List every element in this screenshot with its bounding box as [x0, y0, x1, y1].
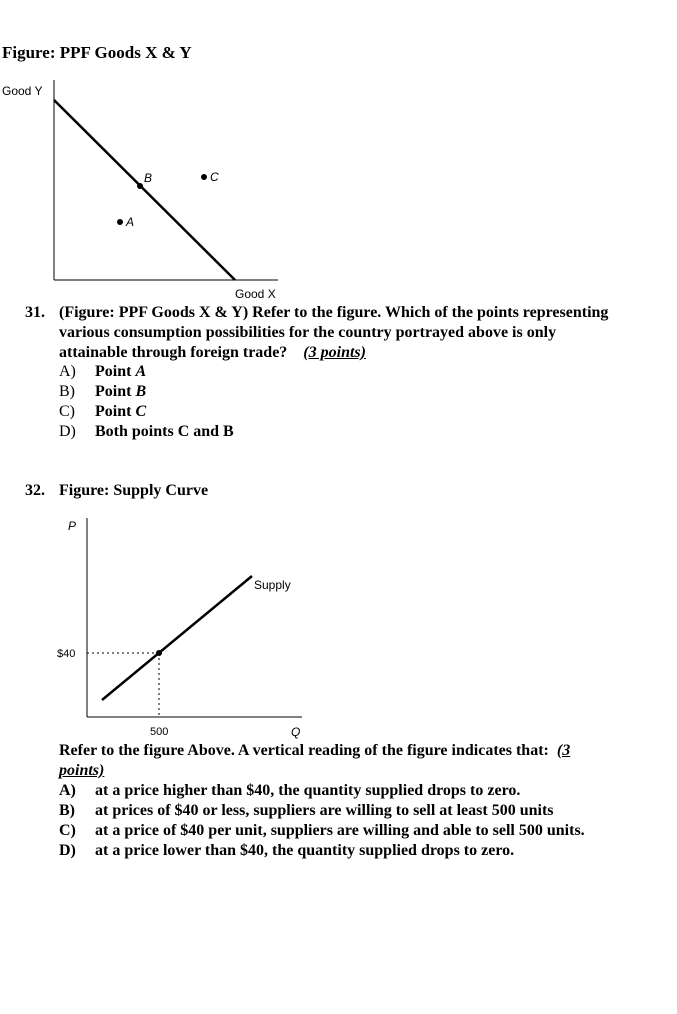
question-31-line: attainable through foreign trade? [59, 344, 288, 361]
option-letter: C) [59, 403, 75, 420]
ppf-label-c: C [210, 170, 219, 184]
option-text: Both points C and B [95, 423, 234, 440]
option-text: Point [95, 403, 136, 420]
option-letter: B) [59, 802, 75, 819]
option-d[interactable] [59, 841, 585, 861]
ppf-point-a [117, 219, 123, 225]
option-emph: B [135, 383, 147, 400]
question-31-options [59, 362, 234, 442]
ppf-y-label: Good Y [2, 84, 43, 98]
ppf-curve [54, 100, 235, 280]
question-32-points-cont: points) [59, 762, 105, 779]
option-text: at a price lower than $40, the quantity supplied drops to zero. [95, 842, 515, 859]
question-31-line: (Figure: PPF Goods X & Y) Refer to the figure. Which of the points representing [59, 304, 609, 321]
question-32-text [59, 741, 659, 781]
quantity-tick-label: 500 [150, 726, 169, 738]
question-31-text [59, 303, 675, 363]
price-tick-label: $40 [57, 648, 76, 660]
question-31-points: (3 points) [303, 344, 366, 361]
supply-figure [40, 510, 340, 740]
question-32-points: (3 [556, 742, 571, 759]
option-d[interactable] [59, 422, 234, 442]
option-emph: A [135, 363, 147, 380]
option-text: at prices of $40 or less, suppliers are willing to sell at least 500 units [95, 802, 554, 819]
question-32-number: 32. [25, 482, 45, 499]
ppf-figure [0, 78, 300, 304]
option-b[interactable] [59, 801, 585, 821]
option-c[interactable] [59, 821, 585, 841]
option-text: at a price of $40 per unit, suppliers are willing and able to sell 500 units. [95, 822, 585, 839]
ppf-label-a: A [126, 215, 135, 229]
option-letter: A) [59, 782, 76, 799]
option-letter: B) [59, 383, 75, 400]
supply-point [156, 650, 162, 656]
figure1-title: Figure: PPF Goods X & Y [2, 43, 192, 62]
supply-curve-label: Supply [254, 578, 291, 592]
question-32-heading: Figure: Supply Curve [59, 482, 209, 499]
option-a[interactable] [59, 362, 234, 382]
option-text: Point [95, 363, 136, 380]
question-32-options [59, 781, 585, 861]
option-letter: D) [59, 423, 76, 440]
supply-x-label: Q [291, 725, 301, 739]
question-32-prompt: Refer to the figure Above. A vertical reading of the figure indicates that: [59, 742, 549, 759]
ppf-x-label: Good X [235, 287, 276, 301]
option-letter: C) [59, 822, 76, 839]
question-31-line: various consumption possibilities for the country portrayed above is only [59, 324, 557, 341]
option-letter: D) [59, 842, 76, 859]
option-text: at a price higher than $40, the quantity supplied drops to zero. [95, 782, 521, 799]
question-31-number: 31. [25, 304, 45, 321]
option-c[interactable] [59, 402, 234, 422]
ppf-point-b [137, 183, 143, 189]
option-a[interactable] [59, 781, 585, 801]
ppf-point-c [201, 174, 207, 180]
supply-curve [102, 576, 252, 700]
option-text: Point [95, 383, 136, 400]
option-b[interactable] [59, 382, 234, 402]
supply-y-label: P [68, 519, 77, 533]
ppf-label-b: B [144, 171, 153, 185]
option-emph: C [135, 403, 147, 420]
option-letter: A) [59, 363, 76, 380]
